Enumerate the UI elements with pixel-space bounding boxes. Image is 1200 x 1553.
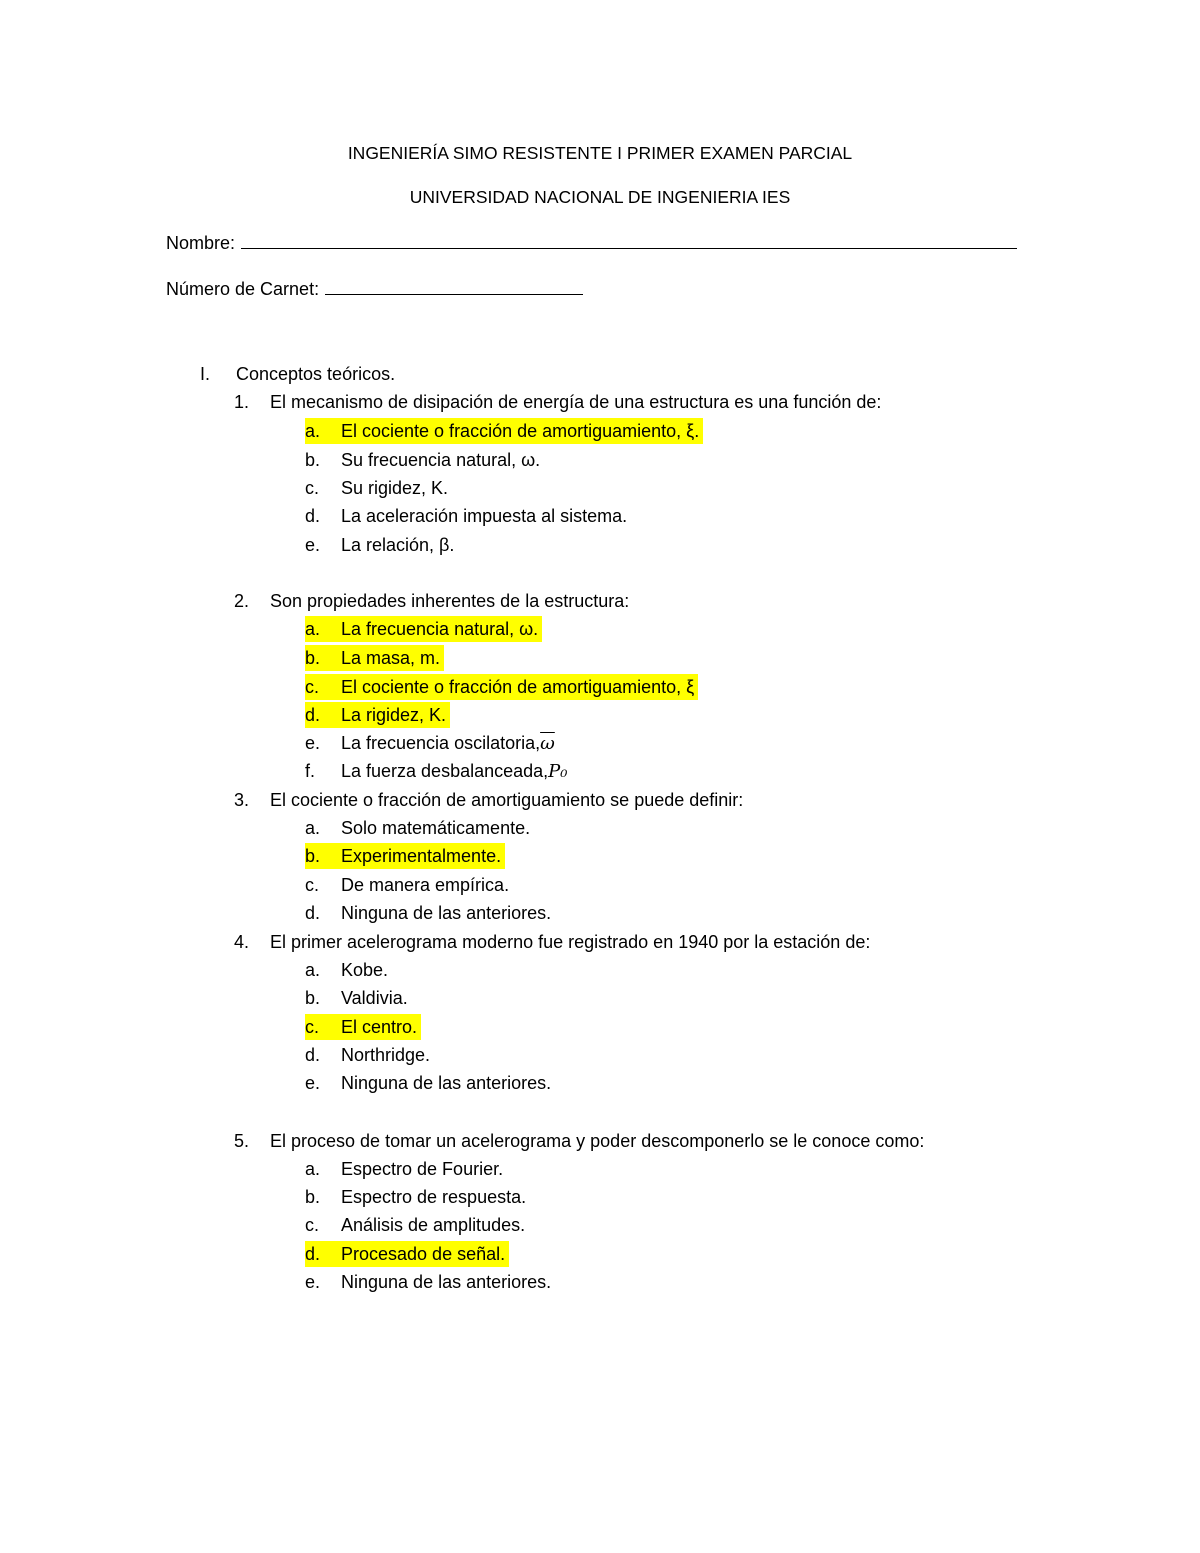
option-text: La aceleración impuesta al sistema. — [341, 506, 628, 526]
option-text: El cociente o fracción de amortiguamiento, ξ. — [341, 421, 700, 441]
option-text: Su rigidez, K. — [341, 478, 449, 498]
option-letter: d. — [305, 705, 321, 725]
university-name: UNIVERSIDAD NACIONAL DE INGENIERIA IES — [409, 187, 791, 207]
option-letter: d. — [305, 903, 321, 923]
exam-title: INGENIERÍA SIMO RESISTENTE I PRIMER EXAMEN PARCIAL — [347, 143, 853, 163]
option-text: Ninguna de las anteriores. — [341, 1272, 552, 1292]
option-text: La masa, m. — [341, 648, 441, 668]
omega-bar-symbol: $\overline{\omega}$ — [540, 733, 555, 754]
option-letter: f. — [305, 761, 316, 781]
option-text: Su frecuencia natural, ω. — [341, 450, 541, 470]
option-letter: d. — [305, 1045, 321, 1065]
question-number: 2. — [234, 591, 250, 611]
carnet-field — [166, 276, 583, 300]
option-text: Espectro de Fourier. — [341, 1159, 504, 1179]
option-text: Ninguna de las anteriores. — [341, 903, 552, 923]
option-text: Northridge. — [341, 1045, 431, 1065]
option-text: De manera empírica. — [341, 875, 510, 895]
option-text: La rigidez, K. — [341, 705, 447, 725]
question-text: El primer acelerograma moderno fue registrado en 1940 por la estación de: — [270, 932, 871, 952]
option-letter: e. — [305, 1272, 321, 1292]
option-letter: b. — [305, 1187, 321, 1207]
question-text: El proceso de tomar un acelerograma y poder descomponerlo se le conoce como: — [270, 1131, 925, 1151]
option-text: Experimentalmente. — [341, 846, 502, 866]
option-text: La frecuencia natural, ω. — [341, 619, 539, 639]
name-field — [166, 230, 1017, 254]
option-text: Ninguna de las anteriores. — [341, 1073, 552, 1093]
section-numeral: I. — [200, 364, 211, 384]
p0-symbol: P₀ — [548, 761, 568, 782]
question-text: El mecanismo de disipación de energía de una estructura es una función de: — [270, 392, 882, 412]
option-letter: b. — [305, 988, 321, 1008]
option-text: Espectro de respuesta. — [341, 1187, 527, 1207]
option-letter: a. — [305, 1159, 321, 1179]
question-number: 1. — [234, 392, 250, 412]
option-letter: e. — [305, 535, 321, 555]
option-text: Valdivia. — [341, 988, 408, 1008]
option-text: La frecuencia oscilatoria, — [341, 733, 541, 753]
name-label: Nombre: — [166, 233, 236, 253]
option-text: El centro. — [341, 1017, 418, 1037]
carnet-blank-line[interactable] — [325, 276, 583, 295]
question-text: El cociente o fracción de amortiguamiento se puede definir: — [270, 790, 744, 810]
option-letter: b. — [305, 846, 321, 866]
option-letter: a. — [305, 619, 321, 639]
option-letter: d. — [305, 1244, 321, 1264]
option-letter: c. — [305, 1017, 320, 1037]
option-letter: c. — [305, 677, 320, 697]
option-text: Solo matemáticamente. — [341, 818, 531, 838]
option-letter: c. — [305, 875, 320, 895]
option-text: Procesado de señal. — [341, 1244, 506, 1264]
option-text: El cociente o fracción de amortiguamiento, ξ — [341, 677, 695, 697]
option-text: La relación, β. — [341, 535, 455, 555]
option-letter: d. — [305, 506, 321, 526]
option-text: Kobe. — [341, 960, 389, 980]
option-letter: e. — [305, 1073, 321, 1093]
section-title: Conceptos teóricos. — [236, 364, 396, 384]
option-letter: a. — [305, 960, 321, 980]
name-blank-line[interactable] — [241, 230, 1017, 249]
carnet-label: Número de Carnet: — [166, 279, 320, 299]
option-letter: b. — [305, 450, 321, 470]
option-letter: e. — [305, 733, 321, 753]
question-number: 5. — [234, 1131, 250, 1151]
question-number: 4. — [234, 932, 250, 952]
option-letter: a. — [305, 818, 321, 838]
option-letter: b. — [305, 648, 321, 668]
option-text: Análisis de amplitudes. — [341, 1215, 526, 1235]
question-text: Son propiedades inherentes de la estructura: — [270, 591, 630, 611]
question-number: 3. — [234, 790, 250, 810]
option-letter: c. — [305, 1215, 320, 1235]
option-letter: a. — [305, 421, 321, 441]
option-letter: c. — [305, 478, 320, 498]
option-text: La fuerza desbalanceada, — [341, 761, 549, 781]
